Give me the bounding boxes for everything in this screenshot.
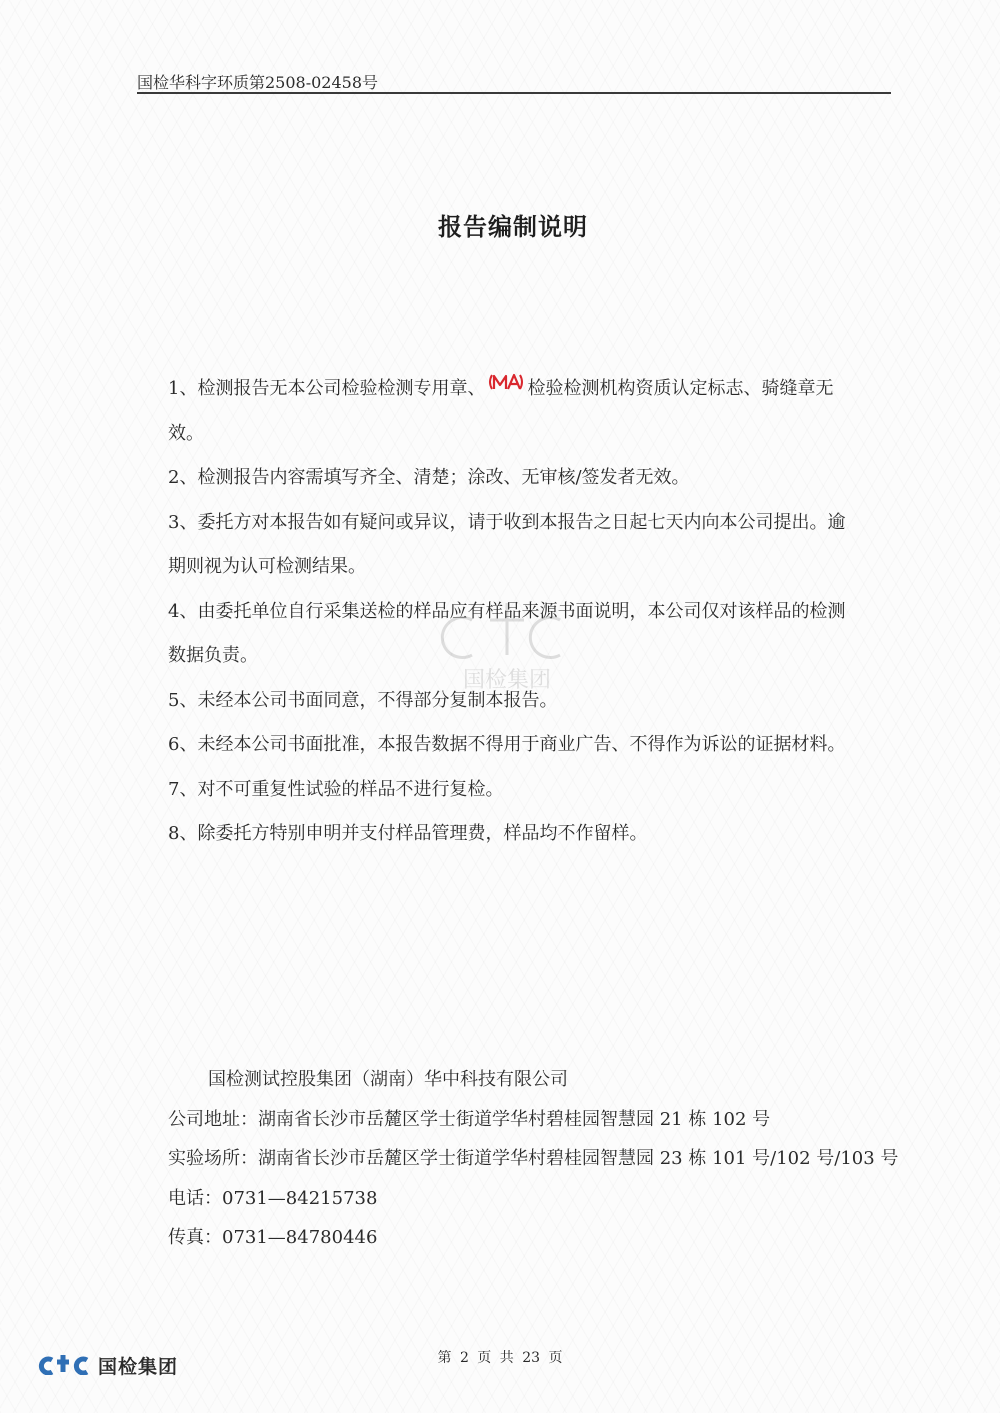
lab-value: 湖南省长沙市岳麓区学士街道学华村碧桂园智慧园 23 栋 101 号/102 号/103 号 [258, 1148, 899, 1169]
lab-label: 实验场所： [168, 1148, 258, 1169]
fax-label: 传真： [168, 1227, 222, 1248]
note-item-5: 5、未经本公司书面同意，不得部分复制本报告。 [168, 689, 558, 711]
lab-location [168, 1139, 898, 1179]
company-address [168, 1100, 898, 1140]
address-label: 公司地址： [168, 1108, 258, 1130]
note-item-1-text-before: 1、检测报告无本公司检验检测专用章、 [168, 378, 486, 399]
note-item-1-text-after: 检验检测机构资质认定标志、骑缝章无效。 [168, 378, 834, 444]
note-item-2: 2、检测报告内容需填写齐全、清楚；涂改、无审核/签发者无效。 [168, 467, 690, 488]
note-item-6: 6、未经本公司书面批准，本报告数据不得用于商业广告、不得作为诉讼的证据材料。 [168, 734, 846, 755]
address-value: 湖南省长沙市岳麓区学士街道学华村碧桂园智慧园 21 栋 102 号 [258, 1108, 771, 1130]
company-name: 国检测试控股集团（湖南）华中科技有限公司 [208, 1069, 568, 1090]
svg-text:国检集团: 国检集团 [462, 668, 552, 693]
logo-text: 国检集团 [98, 1356, 179, 1378]
notes-list [168, 367, 848, 857]
phone [168, 1179, 898, 1219]
note-item-7: 7、对不可重复性试验的样品不进行复检。 [168, 778, 504, 800]
note-item-8: 8、除委托方特别申明并支付样品管理费，样品均不作留样。 [168, 823, 648, 844]
header-divider [137, 92, 891, 94]
note-item-1 [168, 367, 848, 456]
note-item-4: 4、由委托单位自行采集送检的样品应有样品来源书面说明，本公司仅对该样品的检测数据负责。 [168, 600, 846, 666]
report-number: 国检华科字环质第2508-02458号 [137, 73, 379, 92]
company-info [168, 1060, 898, 1258]
phone-value: 0731—84215738 [222, 1187, 378, 1209]
page-title: 报告编制说明 [438, 213, 588, 241]
note-item-3: 3、委托方对本报告如有疑问或异议，请于收到本报告之日起七天内向本公司提出。逾期则视为认可检测结果。 [168, 511, 846, 577]
page-number: 第 2 页 共 23 页 [437, 1350, 563, 1366]
phone-label: 电话： [168, 1187, 222, 1209]
cma-mark-icon [487, 365, 525, 410]
fax [168, 1218, 898, 1258]
fax-value: 0731—84780446 [222, 1227, 378, 1248]
